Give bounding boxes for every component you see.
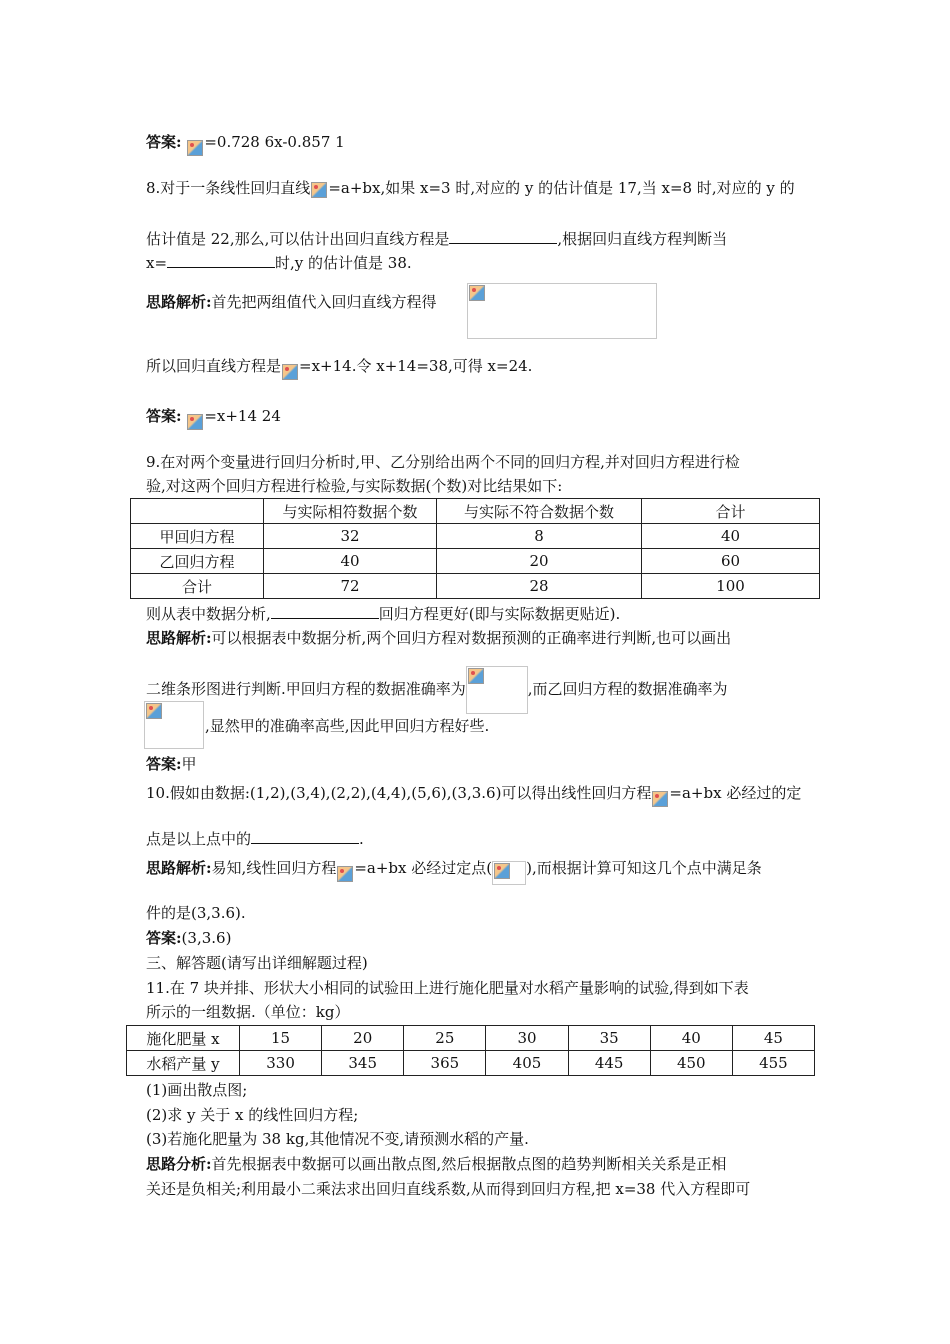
answer-text: =0.728 6x-0.857 1 [204,133,345,151]
table-cell: 20 [437,549,642,574]
formula-image-icon [281,360,299,382]
formula-image-icon [651,787,669,809]
q10-text: =a+bx 必经过的定 [669,784,802,802]
table-cell: 施化肥量 x [127,1026,240,1051]
table-cell: 32 [264,524,437,549]
analysis-text: 件的是(3,3.6). [146,904,246,922]
answer-text: =x+14 24 [204,407,281,425]
formula-image-icon [186,410,204,432]
answer-text: (3,3.6) [181,929,232,947]
table-row [127,1051,815,1076]
fraction-image-icon [466,666,528,714]
q7-answer-line [146,128,345,158]
table-cell: 甲回归方程 [131,524,264,549]
answer-label: 答案: [146,133,182,151]
q8-line-1 [146,178,795,200]
table-cell: 30 [486,1026,568,1051]
q8-analysis-line [146,292,437,312]
table-cell: 450 [650,1051,732,1076]
analysis-text: ),而根据计算可知这几个点中满足条 [526,859,762,877]
table-cell: 20 [322,1026,404,1051]
equation-system-image-icon [467,283,657,339]
q11-part-2: (2)求 y 关于 x 的线性回归方程; [146,1106,359,1124]
q10-text: . [359,830,364,848]
q9-analysis-line-2 [146,666,728,714]
q8-answer-line [146,402,281,432]
table-cell: 与实际不符合数据个数 [437,499,642,524]
q10-analysis-line [146,853,762,885]
analysis-text: ,显然甲的准确率高些,因此甲回归方程好些. [205,717,490,735]
table-cell: 365 [404,1051,486,1076]
answer-blank[interactable] [167,252,275,268]
mean-point-image-icon [492,861,526,885]
analysis-label: 思路解析: [146,859,212,877]
q9-line-1: 9.在对两个变量进行回归分析时,甲、乙分别给出两个不同的回归方程,并对回归方程进行检 [146,453,740,471]
analysis-text: ,而乙回归方程的数据准确率为 [527,680,728,698]
answer-label: 答案: [146,407,182,425]
q11-part-3: (3)若施化肥量为 38 kg,其他情况不变,请预测水稻的产量. [146,1130,529,1148]
q8-text: 所以回归直线方程是 [146,357,282,375]
q8-line-5 [146,352,532,382]
q9-table [130,498,820,599]
table-cell: 330 [240,1051,322,1076]
table-cell: 28 [437,574,642,599]
answer-blank[interactable] [449,228,557,244]
table-row [131,549,820,574]
table-row [131,524,820,549]
table-cell: 乙回归方程 [131,549,264,574]
table-cell: 15 [240,1026,322,1051]
answer-text: 甲 [181,755,197,773]
table-cell: 72 [264,574,437,599]
q11-analysis-line-1 [146,1154,726,1174]
analysis-text: 二维条形图进行判断.甲回归方程的数据准确率为 [146,680,466,698]
analysis-text: 首先根据表中数据可以画出散点图,然后根据散点图的趋势判断相关关系是正相 [211,1155,727,1173]
q10-line-1 [146,779,801,809]
table-cell: 405 [486,1051,568,1076]
analysis-text: 可以根据表中数据分析,两个回归方程对数据预测的正确率进行判断,也可以画出 [211,629,732,647]
answer-blank[interactable] [251,828,359,844]
q8-line-2 [146,228,727,249]
table-cell: 水稻产量 y [127,1051,240,1076]
q8-text: 估计值是 22,那么,可以估计出回归直线方程是 [146,230,450,248]
answer-label: 答案: [146,755,182,773]
q11-table [126,1025,815,1076]
q11-line-2: 所示的一组数据.（单位：kg） [146,1003,350,1021]
q8-text: =a+bx,如果 x=3 时,对应的 y 的估计值是 17,当 x=8 时,对应的 y 的 [328,179,795,197]
table-cell: 40 [264,549,437,574]
table-cell: 45 [732,1026,814,1051]
q8-text: x= [146,254,168,272]
q9-line-2: 验,对这两个回归方程进行检验,与实际数据(个数)对比结果如下: [146,477,563,495]
q10-text: 10.假如由数据:(1,2),(3,4),(2,2),(4,4),(5,6),(3,3.6)可以得出线性回归方程 [146,784,652,802]
table-cell: 合计 [642,499,820,524]
analysis-text: =a+bx 必经过定点( [354,859,493,877]
q8-text: ,根据回归直线方程判断当 [557,230,728,248]
table-cell: 445 [568,1051,650,1076]
table-header-row [131,499,820,524]
q9-analysis-line-1 [146,628,731,648]
analysis-text: 关还是负相关;利用最小二乘法求出回归直线系数,从而得到回归方程,把 x=38 代入方程即可 [146,1180,751,1198]
q11-part-1: (1)画出散点图; [146,1081,248,1099]
table-cell: 25 [404,1026,486,1051]
q8-text: =x+14.令 x+14=38,可得 x=24. [299,357,533,375]
table-cell: 40 [642,524,820,549]
q8-line-3 [146,252,412,273]
table-cell: 345 [322,1051,404,1076]
q9-text: 则从表中数据分析, [146,605,271,623]
formula-image-icon [310,178,328,200]
answer-blank[interactable] [271,603,379,619]
q8-text: 8.对于一条线性回归直线 [146,179,311,197]
table-cell: 合计 [131,574,264,599]
table-cell: 455 [732,1051,814,1076]
fraction-image-icon [144,701,204,749]
table-cell: 与实际相符数据个数 [264,499,437,524]
analysis-text: 易知,线性回归方程 [211,859,337,877]
table-cell [131,499,264,524]
table-cell: 8 [437,524,642,549]
q10-answer-line [146,928,231,948]
analysis-label: 思路解析: [146,629,212,647]
formula-image-icon [186,136,204,158]
section-heading: 三、解答题(请写出详细解题过程) [146,954,368,972]
analysis-text: 首先把两组值代入回归直线方程得 [211,293,437,311]
table-cell: 35 [568,1026,650,1051]
table-cell: 40 [650,1026,732,1051]
q11-line-1: 11.在 7 块并排、形状大小相同的试验田上进行施化肥量对水稻产量影响的试验,得到如下表 [146,979,749,997]
q10-text: 点是以上点中的 [146,830,252,848]
analysis-label: 思路解析: [146,293,212,311]
q9-answer-line [146,754,197,774]
formula-image-icon [336,862,354,884]
q9-text: 回归方程更好(即与实际数据更贴近). [378,605,621,623]
q8-text: 时,y 的估计值是 38. [275,254,412,272]
q10-line-2 [146,828,364,849]
q9-after-table [146,603,620,624]
table-cell: 60 [642,549,820,574]
table-row [131,574,820,599]
answer-label: 答案: [146,929,182,947]
analysis-label: 思路分析: [146,1155,212,1173]
table-cell: 100 [642,574,820,599]
table-row [127,1026,815,1051]
